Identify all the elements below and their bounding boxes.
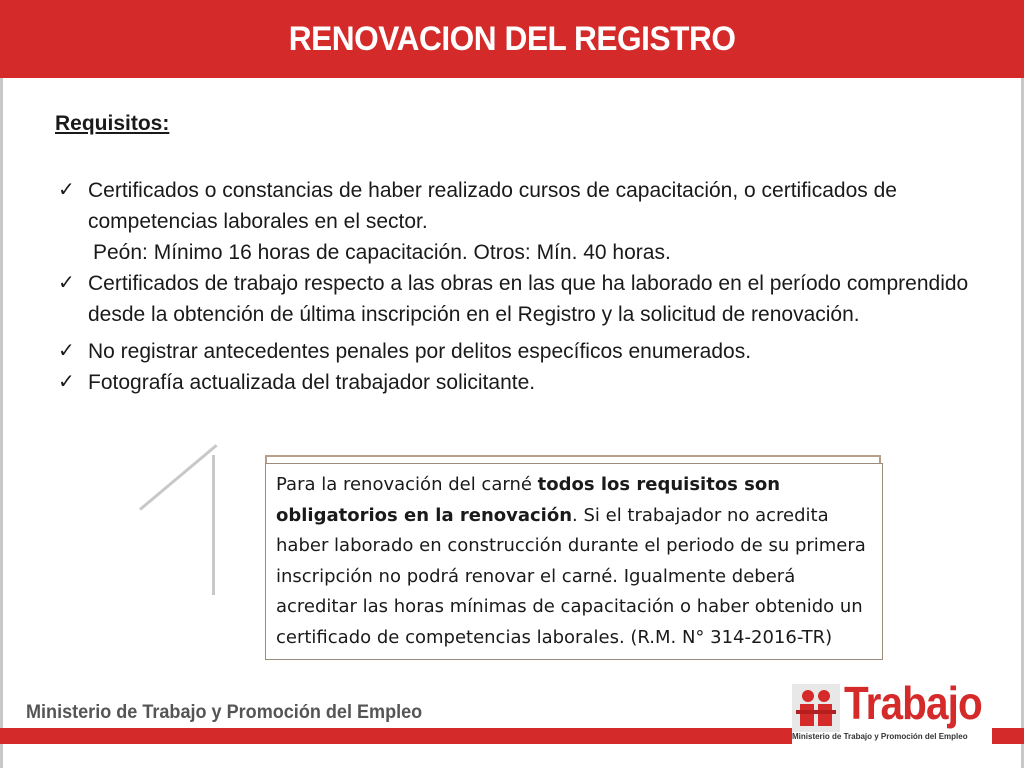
requirement-item <box>50 175 970 268</box>
checkmark-icon: ✓ <box>58 371 75 393</box>
requirement-text: Fotografía actualizada del trabajador solicitante. <box>88 371 536 394</box>
requirement-item <box>50 367 970 398</box>
footer-ministry-name: Ministerio de Trabajo y Promoción del Empleo <box>26 702 423 723</box>
requirement-text: Certificados de trabajo respecto a las obras en las que ha laborado en el período comprendido desde la obtención de última inscripción en el Registro y la solicitud de renovación. <box>88 272 969 326</box>
decorative-vertical-line <box>212 455 215 595</box>
requirement-subtext: Peón: Mínimo 16 horas de capacitación. Otros: Mín. 40 horas. <box>93 241 671 264</box>
logo-subtitle: Ministerio de Trabajo y Promoción del Empleo <box>792 732 968 741</box>
requirement-item <box>50 336 970 367</box>
note-box <box>265 463 883 660</box>
frame-left-border <box>0 78 3 768</box>
workers-logo-icon <box>792 684 840 732</box>
requirements-heading: Requisitos: <box>55 112 170 135</box>
checkmark-icon: ✓ <box>58 179 75 201</box>
logo-name: Trabajo <box>844 677 982 729</box>
note-emphasis: todos los requisitos son obligatorios en la renovación <box>276 474 781 526</box>
note-text: Para la renovación del carné <box>276 474 538 495</box>
trabajo-logo <box>792 677 992 748</box>
requirement-item <box>50 268 970 330</box>
page-title: RENOVACION DEL REGISTRO <box>288 19 736 58</box>
requirement-text: Certificados o constancias de haber realizado cursos de capacitación, o certificados de competencias laborales en el sector. <box>88 179 897 233</box>
note-text-continued: . Si el trabajador no acredita haber laborado en construcción durante el periodo de su primera inscripción no podrá renovar el carné. Igualmente deberá acreditar las horas mínimas de capacitación o haber obtenido un certificado de competencias laborales. (R.M. N° 314-2016-TR) <box>276 504 866 648</box>
requirements-list <box>50 175 970 398</box>
title-bar <box>0 0 1024 78</box>
checkmark-icon: ✓ <box>58 340 75 362</box>
decorative-diagonal-line <box>139 444 218 511</box>
checkmark-icon: ✓ <box>58 272 75 294</box>
requirement-text: No registrar antecedentes penales por delitos específicos enumerados. <box>88 340 752 363</box>
